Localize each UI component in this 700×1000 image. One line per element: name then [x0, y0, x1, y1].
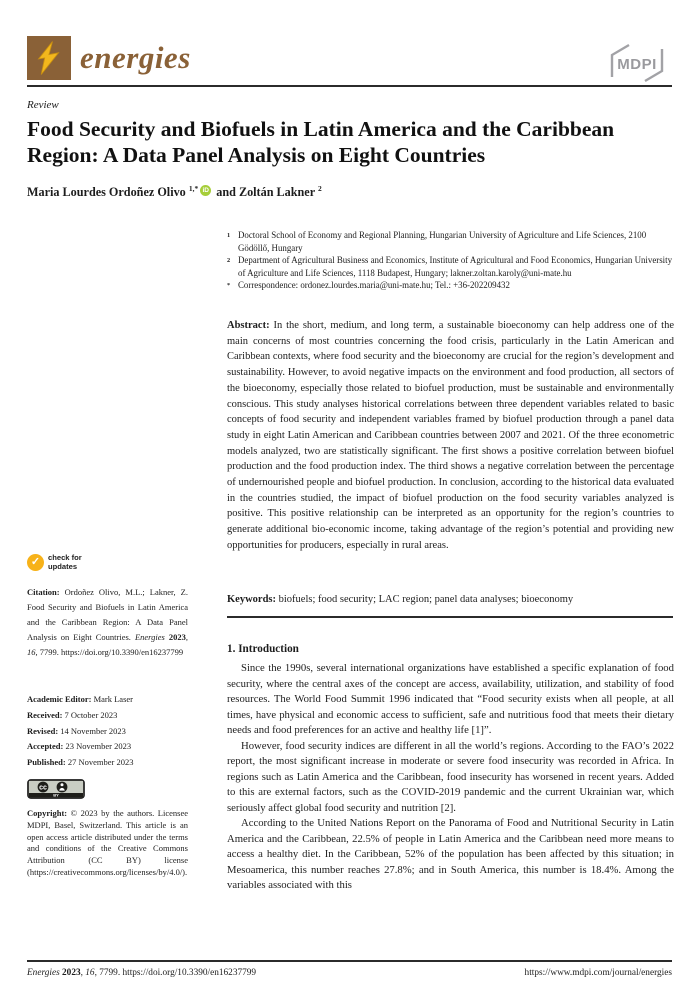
- keywords-text: biofuels; food security; LAC region; panel data analyses; bioeconomy: [276, 594, 574, 605]
- academic-editor: [27, 694, 188, 704]
- copyright-label: Copyright:: [27, 808, 71, 818]
- footer-journal-link[interactable]: https://www.mdpi.com/journal/energies: [524, 968, 672, 978]
- abstract-text: In the short, medium, and long term, a sustainable bioeconomy can help address one of the main concerns of most countries concerning the food crisis, particularly in the Latin American and Caribbean contexts, where food security and the bioeconomy are crucial for the region’s development and sustainability. However, to avoid negative impacts on the environment and food production, all sectors of the bioeconomy, especially those related to biofuel production, must be sustainable and environmentally conscious. This study analyses historical correlations between three dependent variables related to basic concepts of food security and independent variables framed by biofuel production through a panel data study in eight Latin American and Caribbean countries between 2007 and 2021. Of the three econometric models analyzed, two are statistically significant. The first shows a positive correlation between biofuel production and the food production index. The third shows a negative correlation between the percentage of undernourished people and biofuel production. In conclusion, according to the historical data evaluated in the countries studied, the impact of biofuel production on the food security variables analyzed is positive. This positive relationship can be interpreted as an opportunity for the region’s countries to generate additional bio-economic income, taking advantage of the region’s potential and providing new opportunities for producers, especially in rural areas.: [227, 320, 674, 551]
- authors-line: [27, 184, 322, 200]
- keywords-label: Keywords:: [227, 594, 276, 605]
- academic-editor-value: Mark Laser: [93, 694, 133, 704]
- history-dates: [27, 708, 188, 770]
- academic-editor-label: Academic Editor:: [27, 694, 94, 704]
- by-label: BY: [53, 792, 59, 798]
- date-row-accepted: [27, 739, 188, 755]
- citation-journal: Energies: [134, 632, 169, 642]
- introduction-body: [227, 661, 674, 894]
- orcid-icon[interactable]: iD: [200, 185, 211, 196]
- author-2-name: Zoltán Lakner: [238, 185, 318, 200]
- accepted-value: 23 November 2023: [65, 741, 132, 752]
- cc-by-badge[interactable]: [27, 779, 85, 799]
- footer: [27, 968, 672, 978]
- date-row-received: [27, 708, 188, 724]
- date-row-revised: [27, 724, 188, 740]
- check-icon: ✓: [27, 554, 44, 571]
- lightning-bolt-icon: [36, 40, 62, 76]
- section-heading-introduction: 1. Introduction: [227, 643, 299, 655]
- published-value: 27 November 2023: [67, 756, 134, 767]
- cc-label: cc: [39, 784, 47, 792]
- published-label: Published:: [27, 756, 68, 767]
- check-updates-badge[interactable]: [27, 554, 82, 571]
- page-title: Food Security and Biofuels in Latin America and the Caribbean Region: A Data Panel Analysis on Eight Countries: [27, 117, 615, 167]
- citation-volume: 16: [27, 647, 36, 657]
- correspondence-text[interactable]: Correspondence: ordonez.lourdes.maria@uni-mate.hu; Tel.: +36-202209432: [238, 280, 510, 291]
- mdpi-logo[interactable]: [604, 42, 670, 84]
- column-rule: [227, 616, 673, 618]
- cc-by-icon: [27, 779, 85, 799]
- affiliation-row: [227, 254, 674, 279]
- citation-label: Citation:: [27, 587, 65, 597]
- citation-text: Ordoñez Olivo, M.L.; Lakner, Z. Food Security and Biofuels in Latin America and the Caribbean Region: A Data Panel Analysis on Eight Countries.: [27, 587, 188, 642]
- energies-logo[interactable]: [27, 36, 71, 80]
- abstract-label: Abstract:: [227, 320, 270, 331]
- abstract: [227, 318, 674, 554]
- authors-connector: and: [213, 185, 239, 200]
- footer-rule: [27, 960, 672, 962]
- citation-year: 2023: [168, 632, 186, 642]
- author-1-sup: 1,*: [188, 184, 199, 193]
- copyright-text[interactable]: © 2023 by the authors. Licensee MDPI, Basel, Switzerland. This article is an open access article distributed under the terms and conditions of the Creative Commons Attribution (CC BY) license (https://creativecommons.org/licenses/by/4.0/).: [27, 808, 188, 877]
- date-row-published: [27, 755, 188, 771]
- footer-volume: 16: [85, 968, 95, 978]
- citation-doi-link[interactable]: , 7799. https://doi.org/10.3390/en16237799: [35, 647, 184, 657]
- affiliation-row: [227, 229, 674, 254]
- affiliation-marker: *: [227, 282, 231, 290]
- author-2-sup: 2: [317, 184, 322, 193]
- check-updates-line1: check for: [48, 553, 82, 562]
- revised-value: 14 November 2023: [60, 725, 126, 736]
- copyright-block: [27, 808, 188, 879]
- mdpi-label: MDPI: [617, 56, 657, 73]
- revised-label: Revised:: [27, 725, 61, 736]
- received-value: 7 October 2023: [64, 710, 118, 720]
- person-icon: [61, 783, 64, 786]
- footer-separator: ,: [80, 968, 86, 978]
- check-updates-label: [48, 554, 82, 571]
- intro-paragraph: According to the United Nations Report on the Panorama of Food and Nutritional Security in Latin America and the Caribbean, 22.5% of people in Latin America and the Caribbean need more means to access a healthy diet. In the Caribbean, 52% of the population has been affected by this situation; in Mesoamerica, this number reaches 27.8%; and in South America, this number is 18.4%. Among the variables associated with this: [227, 817, 674, 891]
- footer-year: 2023: [62, 968, 81, 978]
- affiliation-text: Doctoral School of Economy and Regional Planning, Hungarian University of Agriculture and Life Sciences, 2100 Gödöllő, Hungary: [238, 230, 647, 253]
- article-type-label: Review: [27, 99, 59, 111]
- footer-doi-link[interactable]: , 7799. https://doi.org/10.3390/en16237799: [94, 968, 257, 978]
- affiliation-marker: 2: [227, 257, 231, 265]
- citation-separator: ,: [185, 632, 188, 642]
- author-1-name: Maria Lourdes Ordoñez Olivo: [27, 185, 189, 200]
- journal-name: energies: [80, 40, 191, 75]
- footer-journal: Energies: [27, 968, 63, 978]
- keywords: [227, 594, 674, 605]
- intro-paragraph: Since the 1990s, several international organizations have established a specific explanation of food security, where the central axes of the concept are access, availability, utilization, and stability of food resources. The World Food Summit 1996 indicated that “Food security exists when all people, at all times, have physical and economic access to sufficient, safe and nutritious food that meets their dietary needs and food preferences for an active and healthy life [1]”.: [227, 662, 674, 736]
- affiliations: [227, 229, 674, 293]
- intro-paragraph: However, food security indices are different in all the world’s regions. According to the FAO’s 2022 report, the most significant increase in moderate or severe food insecurity was recorded in Africa. In regions such as Latin America and the Caribbean, food insecurity has worsened in recent years. Added to this are external factors, such as the COVID-2019 pandemic and the current Ukrainian war, which seriously affect global food security and nutrition [2].: [227, 739, 674, 814]
- footer-citation: [27, 968, 256, 978]
- affiliation-marker: 1: [227, 232, 231, 239]
- check-updates-line2: updates: [48, 561, 78, 571]
- affiliation-row: [227, 279, 674, 293]
- header-rule: [27, 85, 672, 87]
- affiliation-text[interactable]: Department of Agricultural Business and Economics, Institute of Agricultural and Food Economics, Hungarian University of Agriculture and Life Sciences, 1118 Budapest, Hungary; lakner.zoltan.karoly@uni-mate.hu: [238, 255, 673, 278]
- citation-block: [27, 585, 188, 660]
- mdpi-hexagon-icon: [604, 42, 670, 84]
- accepted-label: Accepted:: [27, 741, 66, 752]
- received-label: Received:: [27, 710, 65, 720]
